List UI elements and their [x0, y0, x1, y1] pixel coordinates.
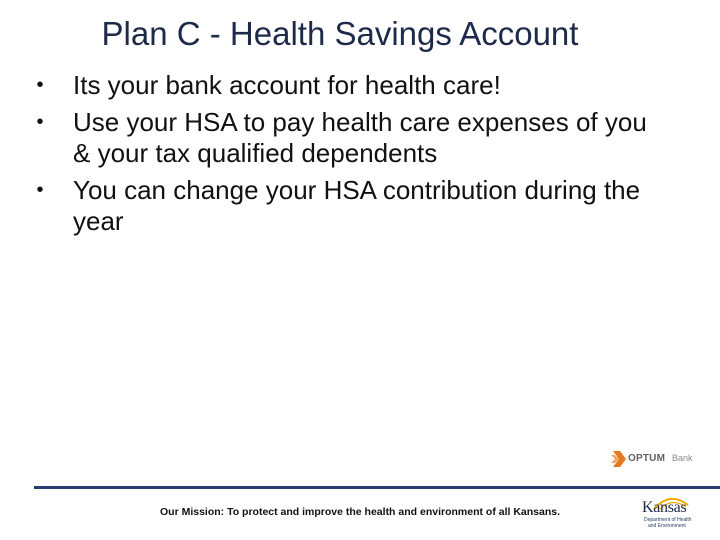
kdhe-logo	[640, 493, 692, 533]
slide-title: Plan C - Health Savings Account	[101, 15, 579, 52]
bullet-text: You can change your HSA contribution during the year	[73, 175, 641, 236]
optum-bank-logo	[610, 448, 700, 470]
bullet-icon: •	[36, 179, 44, 201]
bullet-item	[30, 70, 670, 101]
optum-logo-icon	[610, 449, 628, 469]
bullet-text: Use your HSA to pay health care expenses of you & your tax qualified dependents	[73, 107, 647, 168]
bullet-item	[30, 175, 670, 237]
mission-statement: Our Mission: To protect and improve the health and environment of all Kansans.	[159, 506, 561, 518]
kdhe-subtitle-line2: and Environment	[648, 523, 686, 529]
bullet-icon: •	[36, 111, 44, 133]
footer-divider	[34, 486, 720, 489]
bullet-item	[30, 107, 670, 169]
bullet-list	[30, 70, 670, 243]
kansas-wordmark: Kansas	[642, 499, 687, 516]
bullet-text: Its your bank account for health care!	[73, 70, 501, 100]
kdhe-subtitle-line1: Department of Health	[644, 517, 692, 523]
bullet-icon: •	[36, 74, 44, 96]
optum-brand-text: OPTUM	[628, 453, 666, 464]
optum-bank-text: Bank	[672, 453, 693, 463]
